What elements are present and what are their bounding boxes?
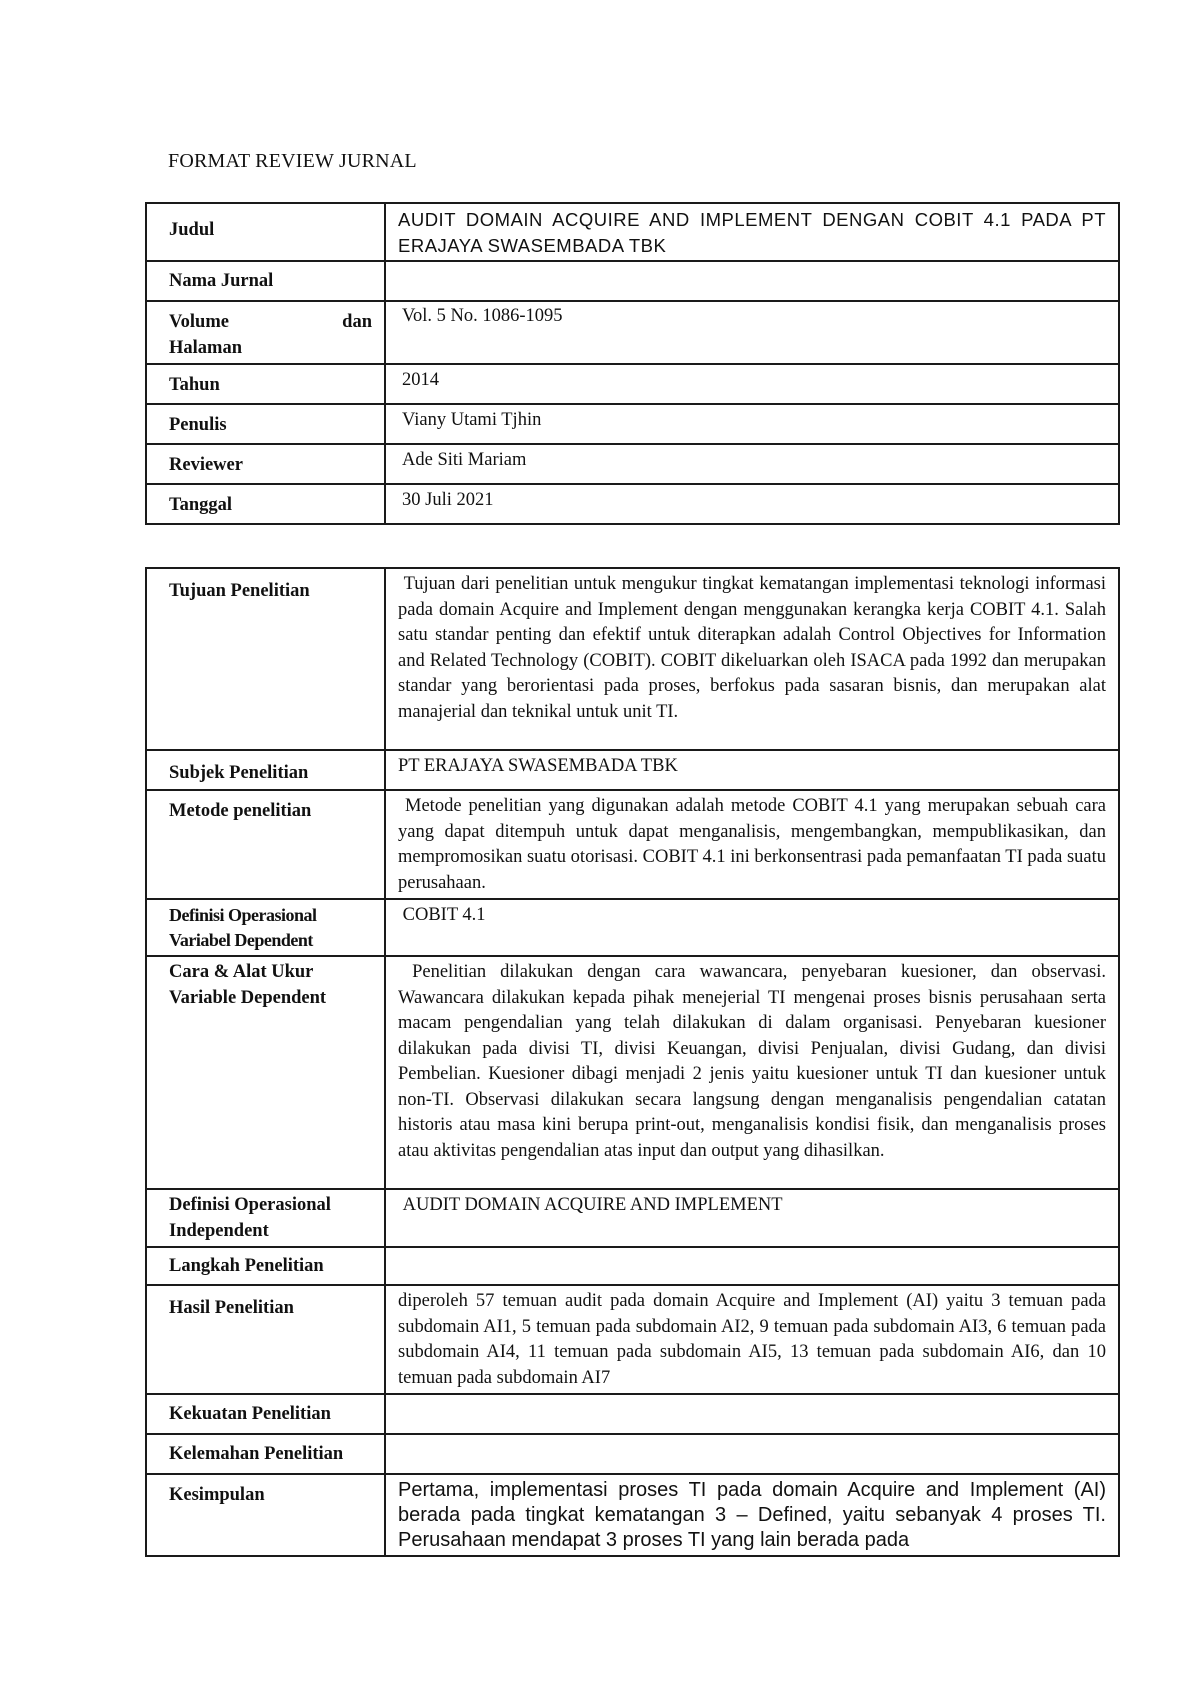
table-row bbox=[146, 444, 1119, 484]
table-row bbox=[146, 568, 1119, 750]
definisi-dependent-label-line-1: Definisi Operasional bbox=[169, 905, 317, 925]
tujuan-label: Tujuan Penelitian bbox=[146, 568, 385, 750]
tanggal-value: 30 Juli 2021 bbox=[385, 484, 1119, 524]
definisi-dependent-label bbox=[146, 899, 385, 956]
table-row bbox=[146, 404, 1119, 444]
penulis-label: Penulis bbox=[146, 404, 385, 444]
hasil-value: diperoleh 57 temuan audit pada domain Acquire and Implement (AI) yaitu 3 temuan pada subdomain AI1, 5 temuan pada subdomain AI2, 9 temuan pada subdomain AI3, 6 temuan pada subdomain AI4, 11 temuan pada subdomain AI5, 13 temuan pada subdomain AI6, dan 10 temuan pada subdomain AI7 bbox=[385, 1285, 1119, 1394]
kelemahan-value bbox=[385, 1434, 1119, 1474]
subjek-value: PT ERAJAYA SWASEMBADA TBK bbox=[385, 750, 1119, 790]
reviewer-label: Reviewer bbox=[146, 444, 385, 484]
table-row bbox=[146, 1474, 1119, 1556]
kesimpulan-value bbox=[385, 1474, 1119, 1556]
definisi-independent-label bbox=[146, 1189, 385, 1247]
definisi-independent-value: AUDIT DOMAIN ACQUIRE AND IMPLEMENT bbox=[385, 1189, 1119, 1247]
definisi-independent-label-line-1: Definisi Operasional bbox=[169, 1195, 331, 1215]
metode-label: Metode penelitian bbox=[146, 790, 385, 899]
table-row bbox=[146, 484, 1119, 524]
table-row bbox=[146, 1394, 1119, 1434]
kekuatan-label: Kekuatan Penelitian bbox=[146, 1394, 385, 1434]
cara-label-line-2: Variable Dependent bbox=[169, 987, 327, 1008]
table-row bbox=[146, 364, 1119, 404]
definisi-dependent-value: COBIT 4.1 bbox=[385, 899, 1119, 956]
volume-label-halaman: Halaman bbox=[169, 337, 242, 358]
tahun-label: Tahun bbox=[146, 364, 385, 404]
judul-value: AUDIT DOMAIN ACQUIRE AND IMPLEMENT DENGAN COBIT 4.1 PADA PT ERAJAYA SWASEMBADA TBK bbox=[385, 203, 1119, 261]
nama-jurnal-value bbox=[385, 261, 1119, 301]
judul-label: Judul bbox=[146, 203, 385, 261]
kekuatan-value bbox=[385, 1394, 1119, 1434]
hasil-label: Hasil Penelitian bbox=[146, 1285, 385, 1394]
table-row bbox=[146, 790, 1119, 899]
cara-label bbox=[146, 956, 385, 1189]
review-detail-table bbox=[145, 567, 1120, 1557]
nama-jurnal-label: Nama Jurnal bbox=[146, 261, 385, 301]
table-row bbox=[146, 1285, 1119, 1394]
table-row bbox=[146, 203, 1119, 261]
kesimpulan-text: Pertama, implementasi proses TI pada domain Acquire and Implement (AI) berada pada tingkat kematangan 3 – Defined, yaitu sebanyak 4 proses TI. Perusahaan mendapat 3 proses TI yang lain berada pada bbox=[398, 1479, 1106, 1551]
metode-value: Metode penelitian yang digunakan adalah metode COBIT 4.1 yang merupakan sebuah cara yang dapat ditempuh untuk dapat menganalisis, mengembangkan, mempublikasikan, dan mempromosikan suatu otorisasi. COBIT 4.1 ini berkonsentrasi pada pemanfaatan TI pada suatu perusahaan. bbox=[385, 790, 1119, 899]
kelemahan-label: Kelemahan Penelitian bbox=[146, 1434, 385, 1474]
table-row bbox=[146, 1189, 1119, 1247]
langkah-value bbox=[385, 1247, 1119, 1285]
penulis-value: Viany Utami Tjhin bbox=[385, 404, 1119, 444]
kesimpulan-label: Kesimpulan bbox=[146, 1474, 385, 1556]
tujuan-value: Tujuan dari penelitian untuk mengukur tingkat kematangan implementasi teknologi informasi pada domain Acquire and Implement dengan menggunakan kerangka kerja COBIT 4.1. Salah satu standar penting dan efektif untuk diterapkan adalah Control Objectives for Information and Related Technology (COBIT). COBIT dikeluarkan oleh ISACA pada 1992 dan merupakan standar yang berorientasi pada proses, berfokus pada sasaran bisnis, dan merupakan alat manajerial dan teknikal untuk unit TI. bbox=[385, 568, 1119, 750]
definisi-independent-label-line-2: Independent bbox=[169, 1220, 269, 1241]
volume-label-word: Volume bbox=[169, 312, 229, 332]
journal-meta-table bbox=[145, 202, 1120, 525]
langkah-label: Langkah Penelitian bbox=[146, 1247, 385, 1285]
document-title: FORMAT REVIEW JURNAL bbox=[168, 150, 417, 172]
subjek-label: Subjek Penelitian bbox=[146, 750, 385, 790]
table-row bbox=[146, 899, 1119, 956]
table-row bbox=[146, 261, 1119, 301]
table-row bbox=[146, 301, 1119, 364]
definisi-dependent-label-line-2: Variabel Dependent bbox=[169, 930, 313, 950]
table-row bbox=[146, 750, 1119, 790]
volume-label-conjunction: dan bbox=[342, 312, 372, 332]
tahun-value: 2014 bbox=[385, 364, 1119, 404]
table-row bbox=[146, 1247, 1119, 1285]
volume-value: Vol. 5 No. 1086-1095 bbox=[385, 301, 1119, 364]
reviewer-value: Ade Siti Mariam bbox=[385, 444, 1119, 484]
table-row bbox=[146, 956, 1119, 1189]
tanggal-label: Tanggal bbox=[146, 484, 385, 524]
table-row bbox=[146, 1434, 1119, 1474]
cara-label-line-1: Cara & Alat Ukur bbox=[169, 962, 314, 982]
volume-label bbox=[146, 301, 385, 364]
cara-value: Penelitian dilakukan dengan cara wawancara, penyebaran kuesioner, dan observasi. Wawancara dilakukan kepada pihak menejerial TI mengenai proses bisnis perusahaan serta macam pengendalian yang telah dilakukan di dalam organisasi. Penyebaran kuesioner dilakukan pada divisi TI, divisi Keuangan, divisi Penjualan, divisi Gudang, dan divisi Pembelian. Kuesioner dibagi menjadi 2 jenis yaitu kuesioner untuk TI dan kuesioner untuk non-TI. Observasi dilakukan secara langsung dengan menganalisis pengendalian catatan historis atau masa kini berupa print-out, menganalisis kondisi fisik, dan menganalisis proses atau aktivitas pengendalian atas input dan output yang dihasilkan. bbox=[385, 956, 1119, 1189]
